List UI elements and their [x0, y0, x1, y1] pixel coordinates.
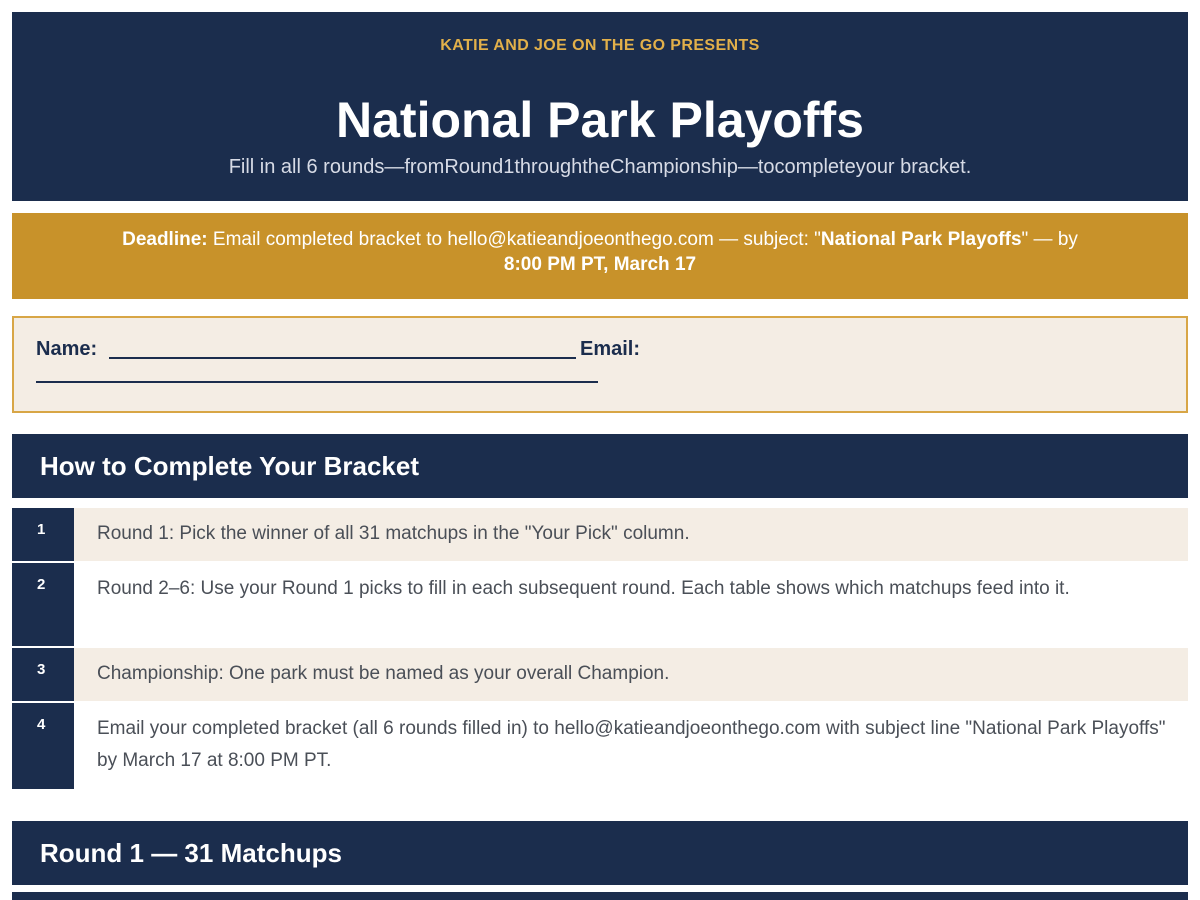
instructions-heading: How to Complete Your Bracket	[12, 434, 1188, 498]
page-subtitle: Fill in all 6 rounds—fromRound1throughtheChampionship—tocompleteyour bracket.	[228, 156, 972, 178]
step-text: Email your completed bracket (all 6 rounds filled in) to hello@katieandjoeonthego.com with subject line "National Park Playoffs" by March 17 at 8:00 PM PT.	[74, 703, 1188, 789]
step-number: 4	[12, 703, 74, 789]
instruction-step	[12, 563, 1188, 646]
name-field[interactable]	[109, 357, 576, 359]
step-number: 1	[12, 508, 74, 561]
deadline-time: 8:00 PM PT, March 17	[503, 254, 697, 275]
name-label: Name:	[36, 338, 98, 360]
entrant-info-box	[12, 316, 1188, 413]
step-number: 3	[12, 648, 74, 701]
page-title: National Park Playoffs	[336, 92, 864, 148]
email-label: Email:	[580, 338, 641, 360]
deadline-subject: National Park Playoffs	[820, 229, 1022, 250]
step-text: Round 2–6: Use your Round 1 picks to fill in each subsequent round. Each table shows which matchups feed into it.	[74, 563, 1188, 646]
step-text: Championship: One park must be named as your overall Champion.	[74, 648, 1188, 701]
deadline-label: Deadline:	[122, 229, 208, 250]
instruction-step	[12, 703, 1188, 789]
deadline-banner	[12, 213, 1188, 299]
presenter-kicker: KATIE AND JOE ON THE GO PRESENTS	[440, 37, 760, 54]
page-header	[12, 12, 1188, 201]
deadline-text-after: " — by	[1021, 229, 1078, 250]
email-field[interactable]	[36, 381, 598, 383]
step-text: Round 1: Pick the winner of all 31 matchups in the "Your Pick" column.	[74, 508, 1188, 561]
instruction-step	[12, 508, 1188, 561]
round-1-table-header	[12, 892, 1188, 900]
deadline-text: Email completed bracket to hello@katieandjoeonthego.com — subject: "	[207, 229, 821, 250]
instruction-step	[12, 648, 1188, 701]
step-number: 2	[12, 563, 74, 646]
round-1-heading: Round 1 — 31 Matchups	[12, 821, 1188, 885]
